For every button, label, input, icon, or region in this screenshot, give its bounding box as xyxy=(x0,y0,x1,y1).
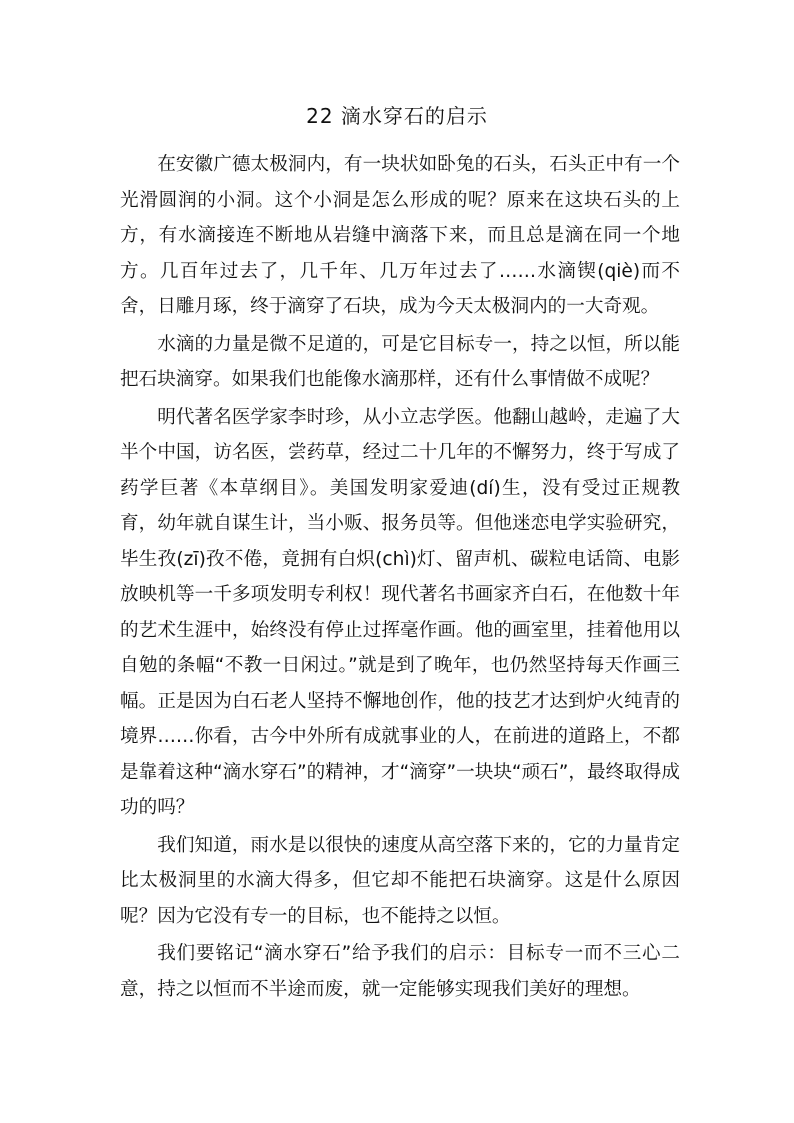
document-title: 22 滴水穿石的启示 xyxy=(306,104,488,128)
document-body xyxy=(120,147,680,1009)
paragraph-2: 水滴的力量是微不足道的，可是它目标专一，持之以恒，所以能把石块滴穿。如果我们也能像水滴那样，还有什么事情做不成呢？ xyxy=(120,333,680,390)
paragraph-3: 明代著名医学家李时珍，从小立志学医。他翻山越岭，走遍了大半个中国，访名医，尝药草，经过二十几年的不懈努力，终于写成了药学巨著《本草纲目》。美国发明家爱迪(dí)生，没有受过正规教育，幼年就自谋生计，当小贩、报务员等。但他迷恋电学实验研究，毕生孜(zī)孜不倦，竟拥有白炽(chì)灯、留声机、碳粒电话筒、电影放映机等一千多项发明专利权！现代著名书画家齐白石，在他数十年的艺术生涯中，始终没有停止过挥毫作画。他的画室里，挂着他用以自勉的条幅“不教一日闲过。”就是到了晚年，也仍然坚持每天作画三幅。正是因为白石老人坚持不懈地创作，他的技艺才达到炉火纯青的境界……你看，古今中外所有成就事业的人，在前进的道路上，不都是靠着这种“滴水穿石”的精神，才“滴穿”一块块“顽石”，最终取得成功的吗？ xyxy=(120,406,680,818)
paragraph-4: 我们知道，雨水是以很快的速度从高空落下来的，它的力量肯定比太极洞里的水滴大得多，但它却不能把石块滴穿。这是什么原因呢？因为它没有专一的目标，也不能持之以恒。 xyxy=(120,834,680,927)
paragraph-1: 在安徽广德太极洞内，有一块状如卧兔的石头，石头正中有一个光滑圆润的小洞。这个小洞是怎么形成的呢？原来在这块石头的上方，有水滴接连不断地从岩缝中滴落下来，而且总是滴在同一个地方。几百年过去了，几千年、几万年过去了……水滴锲(qiè)而不舍，日雕月琢，终于滴穿了石块，成为今天太极洞内的一大奇观。 xyxy=(120,154,680,317)
paragraph-5: 我们要铭记“滴水穿石”给予我们的启示：目标专一而不三心二意，持之以恒而不半途而废，就一定能够实现我们美好的理想。 xyxy=(120,943,680,1000)
